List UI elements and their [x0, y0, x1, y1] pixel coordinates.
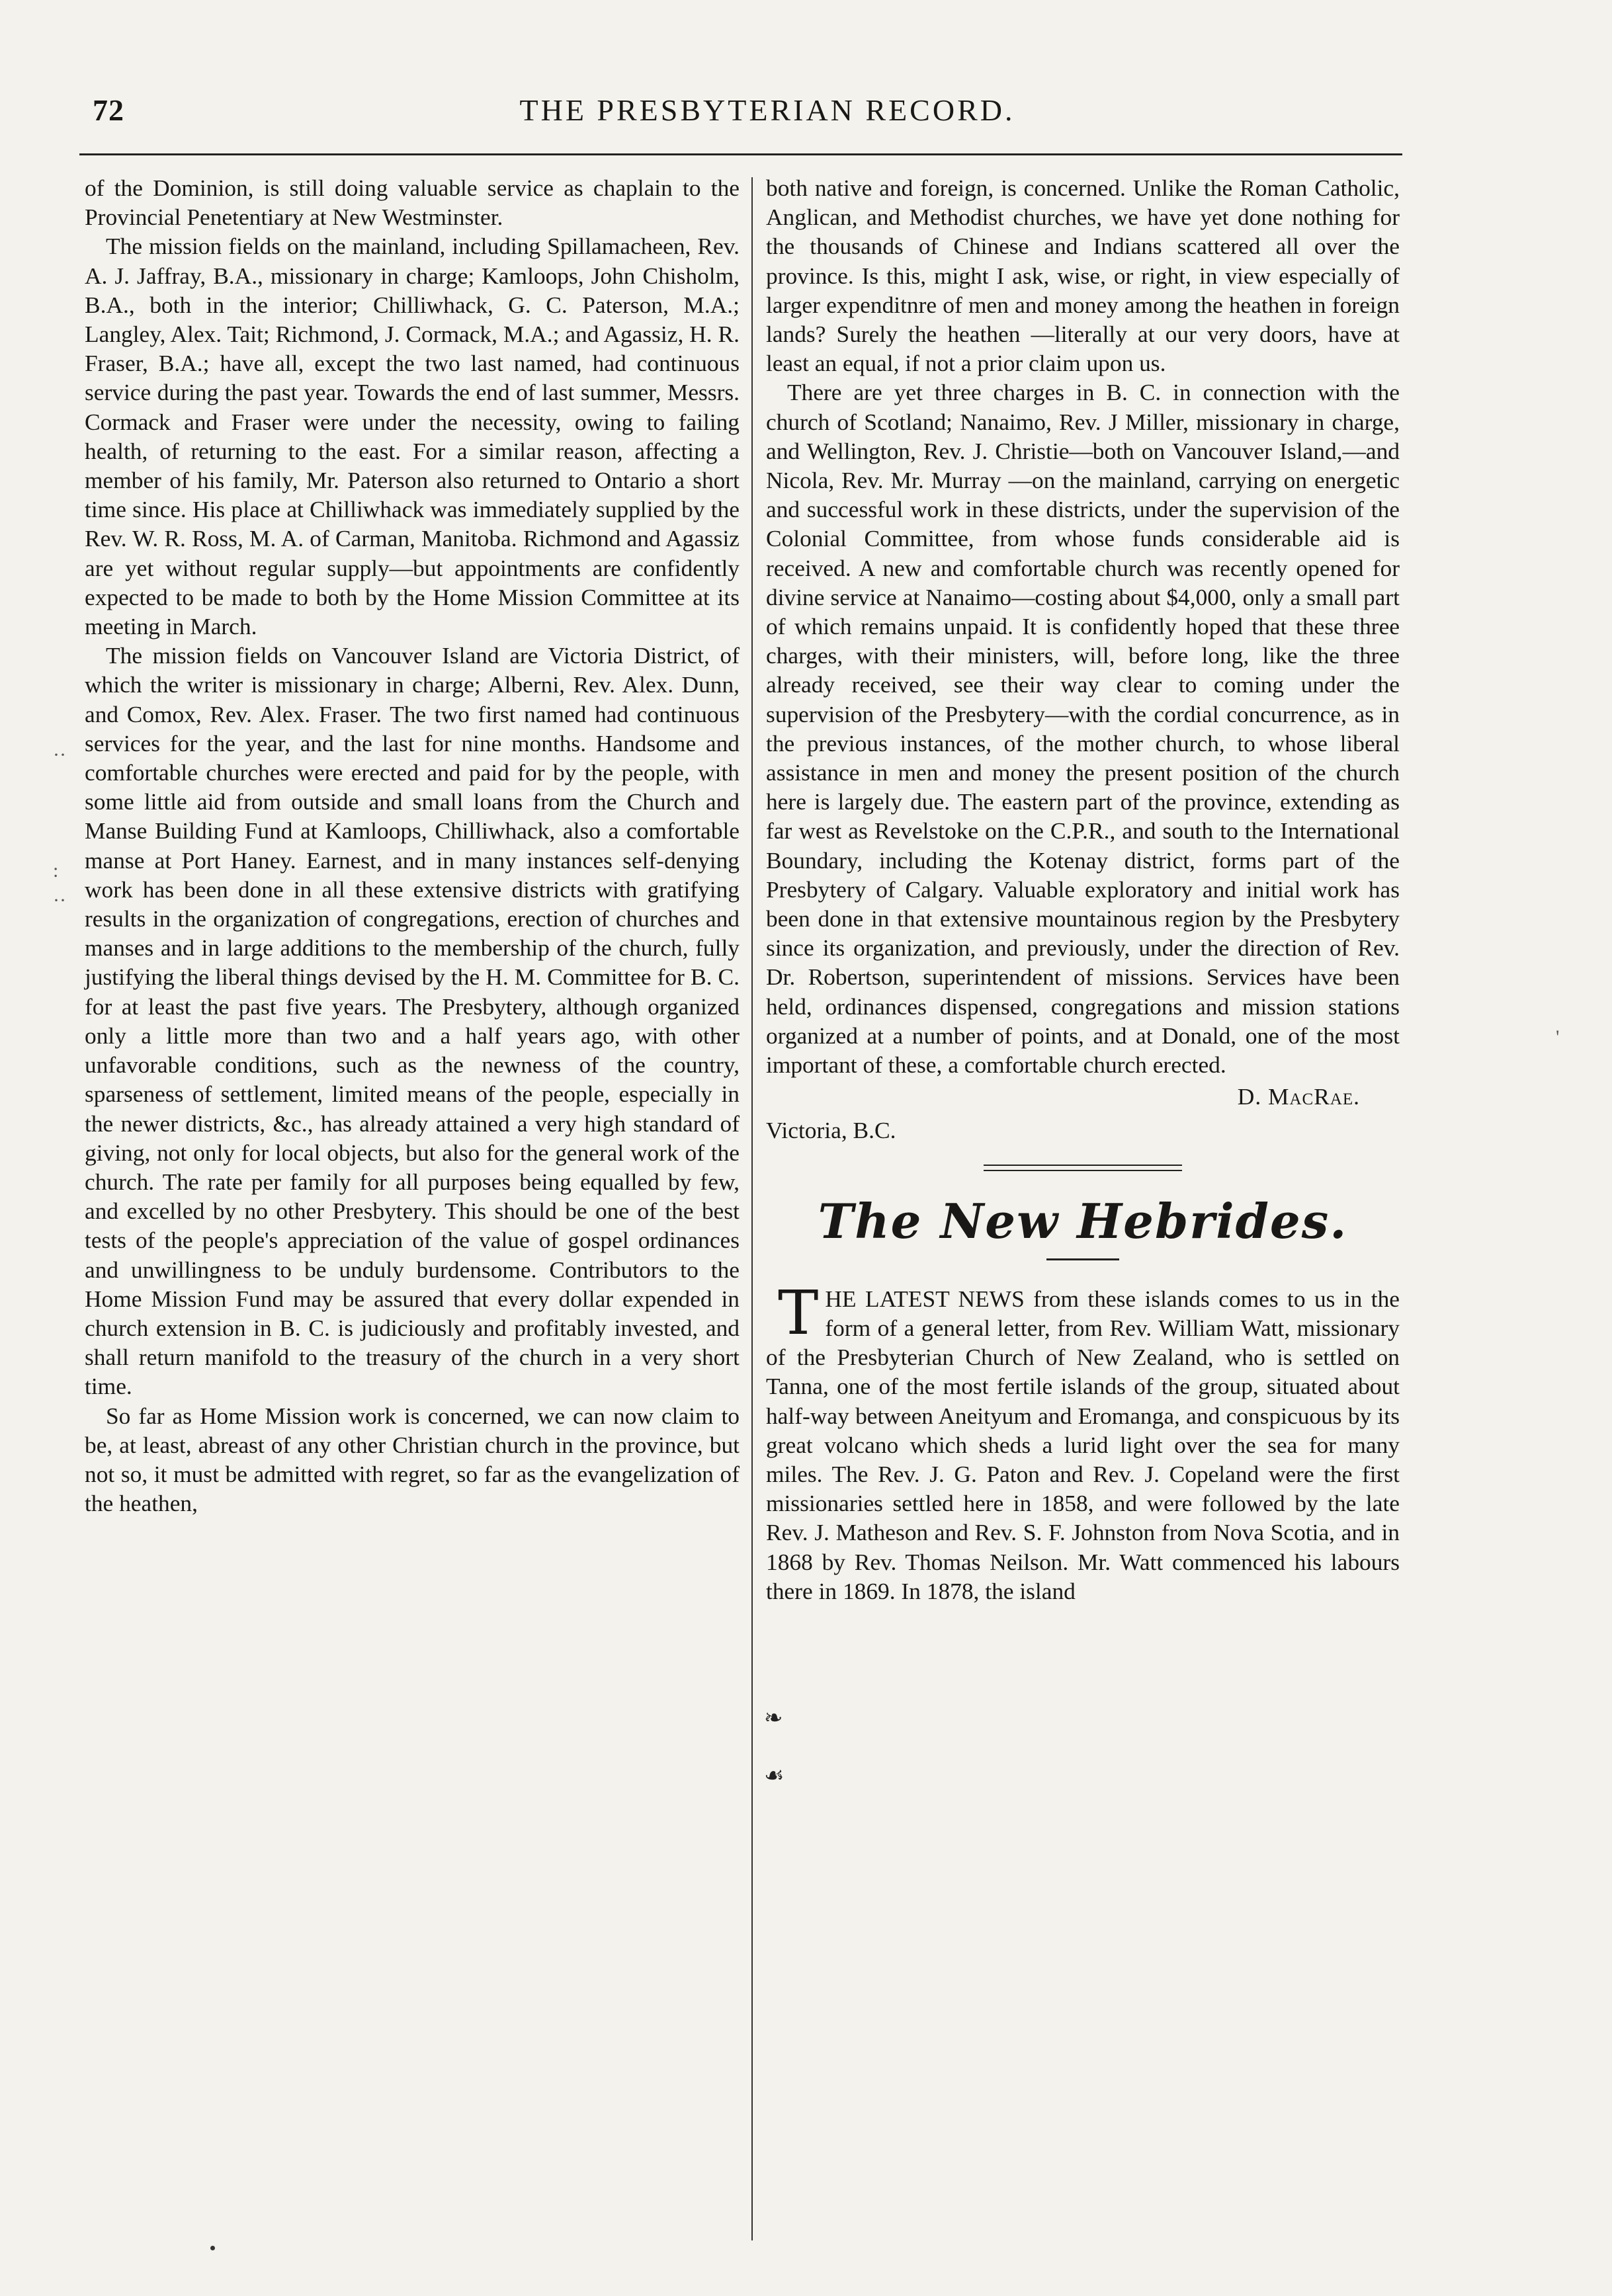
drop-cap: T [778, 1277, 819, 1348]
margin-mark: ·· [53, 889, 66, 911]
paragraph: of the Dominion, is still doing valuable service as chaplain to the Provincial Penetentiary at New Westminster. [85, 175, 740, 231]
column-divider [751, 177, 753, 2240]
header-rule [79, 153, 1402, 155]
lead-words: HE LATEST NEWS [825, 1285, 1025, 1312]
margin-mark: ' [1556, 1026, 1560, 1048]
left-column [85, 173, 740, 1518]
paragraph: both native and foreign, is concerned. Unlike the Roman Catholic, Anglican, and Methodist churches, we have yet done nothing for the thousands of Chinese and Indians scattered all over the province. Is this, might I ask, wise, or right, in view especially of larger expenditnre of men and money among the heathen in foreign lands? Surely the heathen —literally at our very doors, have at least an equal, if not a prior claim upon us. [766, 175, 1400, 377]
article-paragraph [766, 1277, 1400, 1606]
paragraph: The mission fields on the mainland, including Spillamacheen, Rev. A. J. Jaffray, B.A., missionary in charge; Kamloops, John Chisholm, B.A., both in the interior; Chilliwhack, G. C. Paterson, M.A.; Langley, Alex. Tait; Richmond, J. Cormack, M.A.; and Agassiz, H. R. Fraser, B.A.; have all, except the two last named, had continuous service during the past year. Towards the end of last summer, Messrs. Cormack and Fraser were under the necessity, owing to failing health, of returning to the east. For a similar reason, affecting a member of his family, Mr. Paterson also returned to Ontario a short time since. His place at Chilliwhack was immediately supplied by the Rev. W. R. Ross, M. A. of Carman, Manitoba. Richmond and Agassiz are yet without regular supply—but appointments are confidently expected to be made to both by the Home Mission Committee at its meeting in March. [85, 233, 740, 640]
article-body: from these islands comes to us in the form of a general letter, from Rev. William Watt, missionary of the Presbyterian Church of New Zealand, who is settled on Tanna, one of the most fertile islands of the group, situated about half-way between Aneityum and Eromanga, and conspicuous by its great volcano which sheds a lurid light over the sea for many miles. The Rev. J. G. Paton and Rev. J. Copeland were the first missionaries settled here in 1858, and were followed by the late Rev. J. Matheson and Rev. S. F. Johnston from Nova Scotia, and in 1868 by Rev. Thomas Neilson. Mr. Watt commenced his labours there in 1869. In 1878, the island [766, 1285, 1400, 1604]
section-title: The New Hebrides. [818, 1192, 1348, 1249]
page-number: 72 [93, 93, 124, 127]
dateline-place: Victoria, B.C. [766, 1116, 896, 1143]
margin-mark: ·· [53, 744, 66, 766]
paragraph: There are yet three charges in B. C. in connection with the church of Scotland; Nanaimo, Rev. J Miller, missionary in charge, and Wellington, Rev. J. Christie—both on Vancouver Island,—and Nicola, Rev. Mr. Murray —on the mainland, carrying on energetic and successful work in these districts, under the supervision of the Colonial Committee, from whose funds considerable aid is received. A new and comfortable church was recently opened for divine service at Nanaimo—costing about $4,000, only a small part of which remains unpaid. It is confidently hoped that these three charges, with their ministers, will, before long, like the three already received, see their way clear to coming under the supervision of the Presbytery—with the cordial concurrence, as in the previous instances, of the mother church, to whose liberal assistance in men and money the present position of the church here is largely due. The eastern part of the province, extending as far west as Revelstoke on the C.P.R., and south to the International Boundary, including the Kotenay district, forms part of the Presbytery of Calgary. Valuable exploratory and initial work has been done in that extensive mountainous region by the Presbytery since its organization, and previously, under the direction of Rev. Dr. Robertson, superintendent of missions. Services have been held, ordinances dispensed, congregations and mission stations organized at a number of points, and at Donald, one of the most important of these, a comfortable church erected. [766, 379, 1400, 1079]
ornament-icon: ☙ [764, 1764, 785, 1788]
right-column [766, 173, 1400, 1606]
page-header [66, 86, 1402, 145]
footer-dot [210, 2246, 215, 2250]
running-head: THE PRESBYTERIAN RECORD. [519, 93, 1015, 127]
margin-mark: : [53, 860, 59, 882]
title-rule [1046, 1258, 1119, 1260]
ornament-icon: ❧ [764, 1706, 783, 1731]
paragraph: The mission fields on Vancouver Island are Victoria District, of which the writer is missionary in charge; Alberni, Rev. Alex. Dunn, and Comox, Rev. Alex. Fraser. The two first named had continuous services for the year, and the last for nine months. Handsome and comfortable churches were erected and paid for by the people, with some little aid from outside and small loans from the Church and Manse Building Fund at Kamloops, Chilliwhack, also a comfortable manse at Port Haney. Earnest, and in many instances self-denying work has been done in all these extensive districts with gratifying results in the organization of congregations, erection of churches and manses and in large additions to the membership of the church, fully justifying the liberal things devised by the H. M. Committee for B. C. for at least the past five years. The Presbytery, although organized only a little more than two and a half years ago, with other unfavorable conditions, such as the newness of the country, sparseness of settlement, limited means of the people, especially in the newer districts, &c., has already attained a very high standard of giving, not only for local objects, but also for the general work of the church. The rate per family for all purposes being equalled by few, and excelled by no other Presbytery. This should be one of the best tests of the people's appreciation of the value of gospel ordinances and unwillingness to be unduly burdensome. Contributors to the Home Mission Fund may be assured that every dollar expended in church extension in B. C. is judiciously and profitably invested, and shall return manifold to the treasury of the church in a very short time. [85, 642, 740, 1400]
paragraph: So far as Home Mission work is concerned, we can now claim to be, at least, abreast of any other Christian church in the province, but not so, it must be admitted with regret, so far as the evangelization of the heathen, [85, 1402, 740, 1517]
author-signature: D. MacRae. [1237, 1083, 1360, 1110]
section-divider [984, 1165, 1182, 1171]
